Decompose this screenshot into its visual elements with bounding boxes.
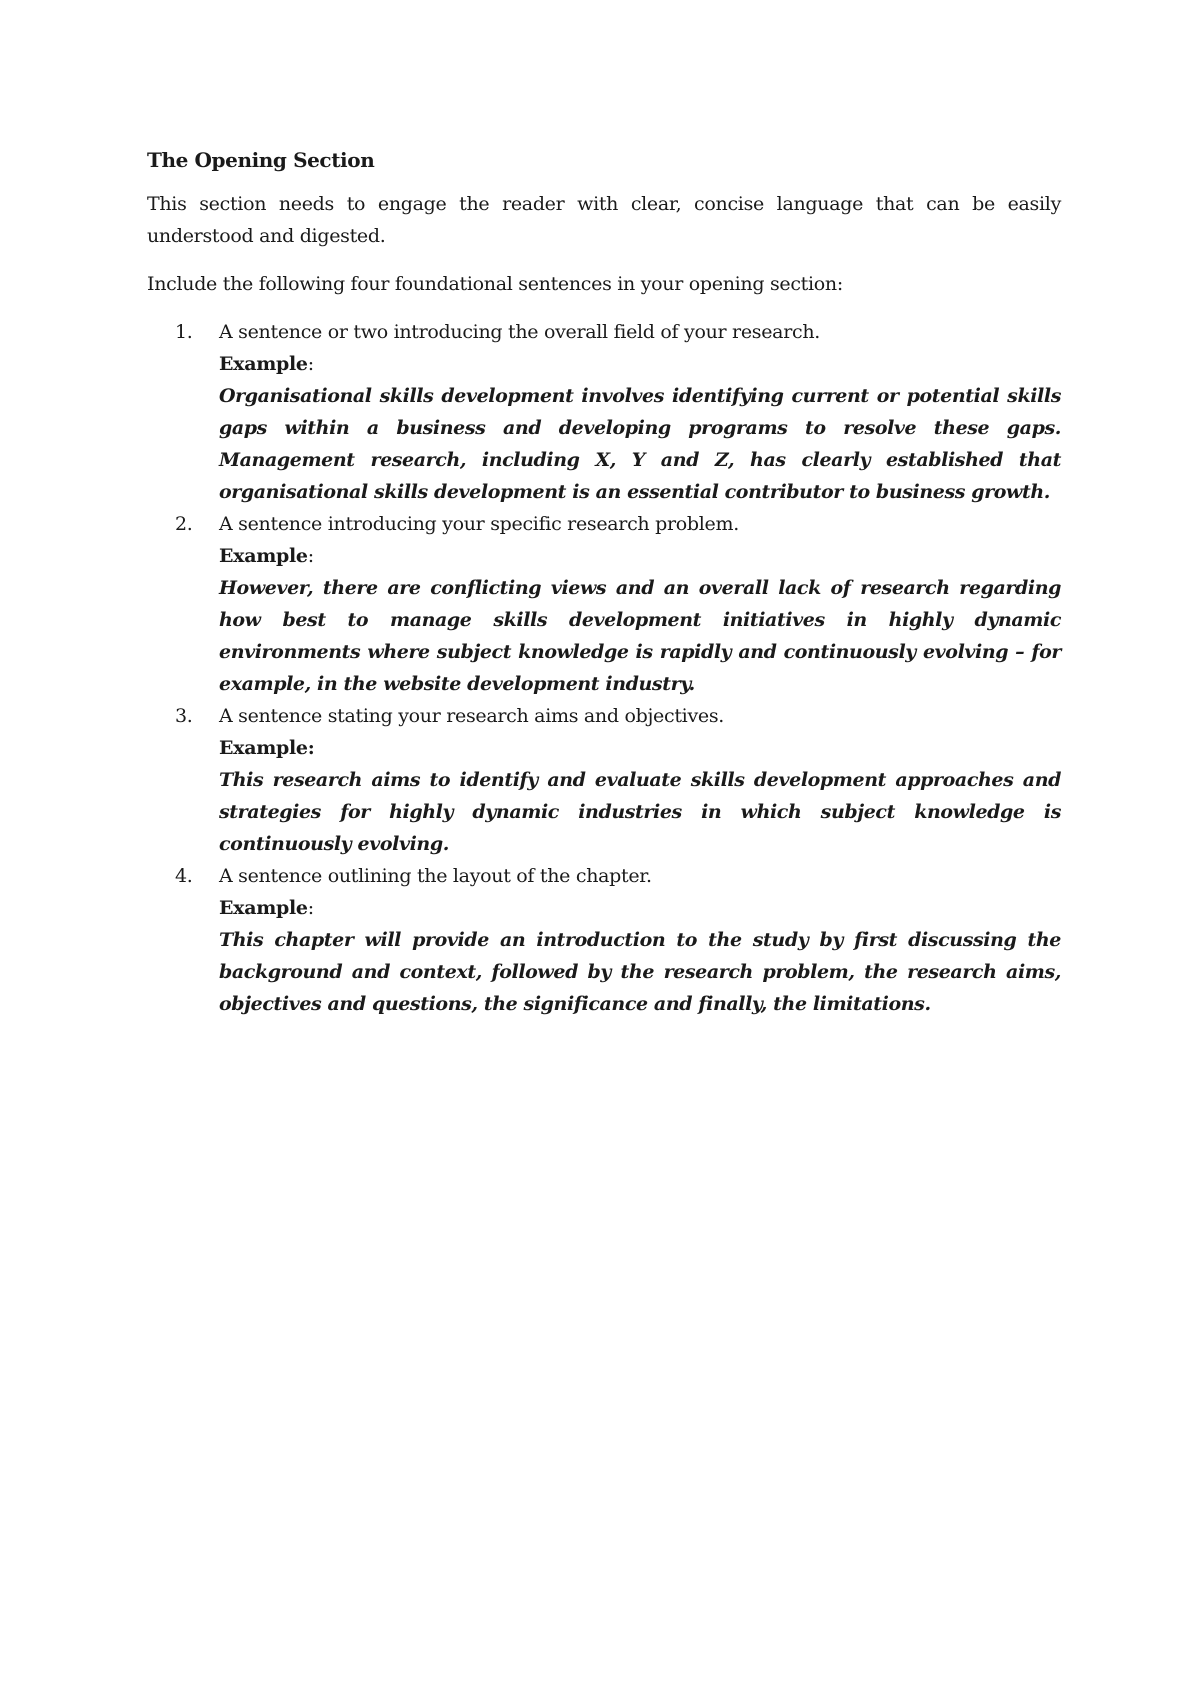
example-label: [219, 540, 1061, 572]
list-item-number: 3.: [175, 705, 193, 727]
foundational-sentences-list: [147, 316, 1061, 1020]
example-label-text: Example: [219, 353, 308, 375]
list-item-number: 2.: [175, 513, 193, 535]
list-item-number: 1.: [175, 321, 193, 343]
example-label-colon: :: [307, 545, 314, 567]
example-label: [219, 892, 1061, 924]
example-label: [219, 732, 1061, 764]
example-label-colon: :: [307, 897, 314, 919]
list-item: [147, 508, 1061, 700]
example-label-text: Example:: [219, 737, 315, 759]
list-item: [147, 316, 1061, 508]
list-item: [147, 700, 1061, 860]
list-item-text: A sentence outlining the layout of the chapter.: [219, 865, 652, 887]
example-label-text: Example: [219, 897, 308, 919]
example-text: This research aims to identify and evaluate skills development approaches and strategies for highly dynamic industries in which subject knowledge is continuously evolving.: [219, 769, 1061, 855]
intro-paragraph: This section needs to engage the reader with clear, concise language that can be easily understood and digested.: [147, 193, 1061, 247]
example-label-text: Example: [219, 545, 308, 567]
document-content: [147, 146, 1061, 1020]
example-label-colon: :: [307, 353, 314, 375]
list-item: [147, 860, 1061, 1020]
example-label: [219, 348, 1061, 380]
list-item-text: A sentence or two introducing the overall field of your research.: [219, 321, 820, 343]
section-heading: The Opening Section: [147, 148, 375, 172]
list-item-text: A sentence stating your research aims and objectives.: [219, 705, 725, 727]
example-text: Organisational skills development involves identifying current or potential skills gaps within a business and developing programs to resolve these gaps. Management research, including X, Y and Z, has clearly established that organisational skills development is an essential contributor to business growth.: [219, 385, 1061, 503]
example-text: However, there are conflicting views and an overall lack of research regarding how best to manage skills development initiatives in highly dynamic environments where subject knowledge is rapidly and continuously evolving – for example, in the website development industry.: [219, 577, 1061, 695]
example-text: This chapter will provide an introduction to the study by first discussing the background and context, followed by the research problem, the research aims, objectives and questions, the significance and finally, the limitations.: [219, 929, 1061, 1015]
list-intro: Include the following four foundational sentences in your opening section:: [147, 273, 843, 295]
list-item-text: A sentence introducing your specific research problem.: [219, 513, 739, 535]
list-item-number: 4.: [175, 865, 193, 887]
